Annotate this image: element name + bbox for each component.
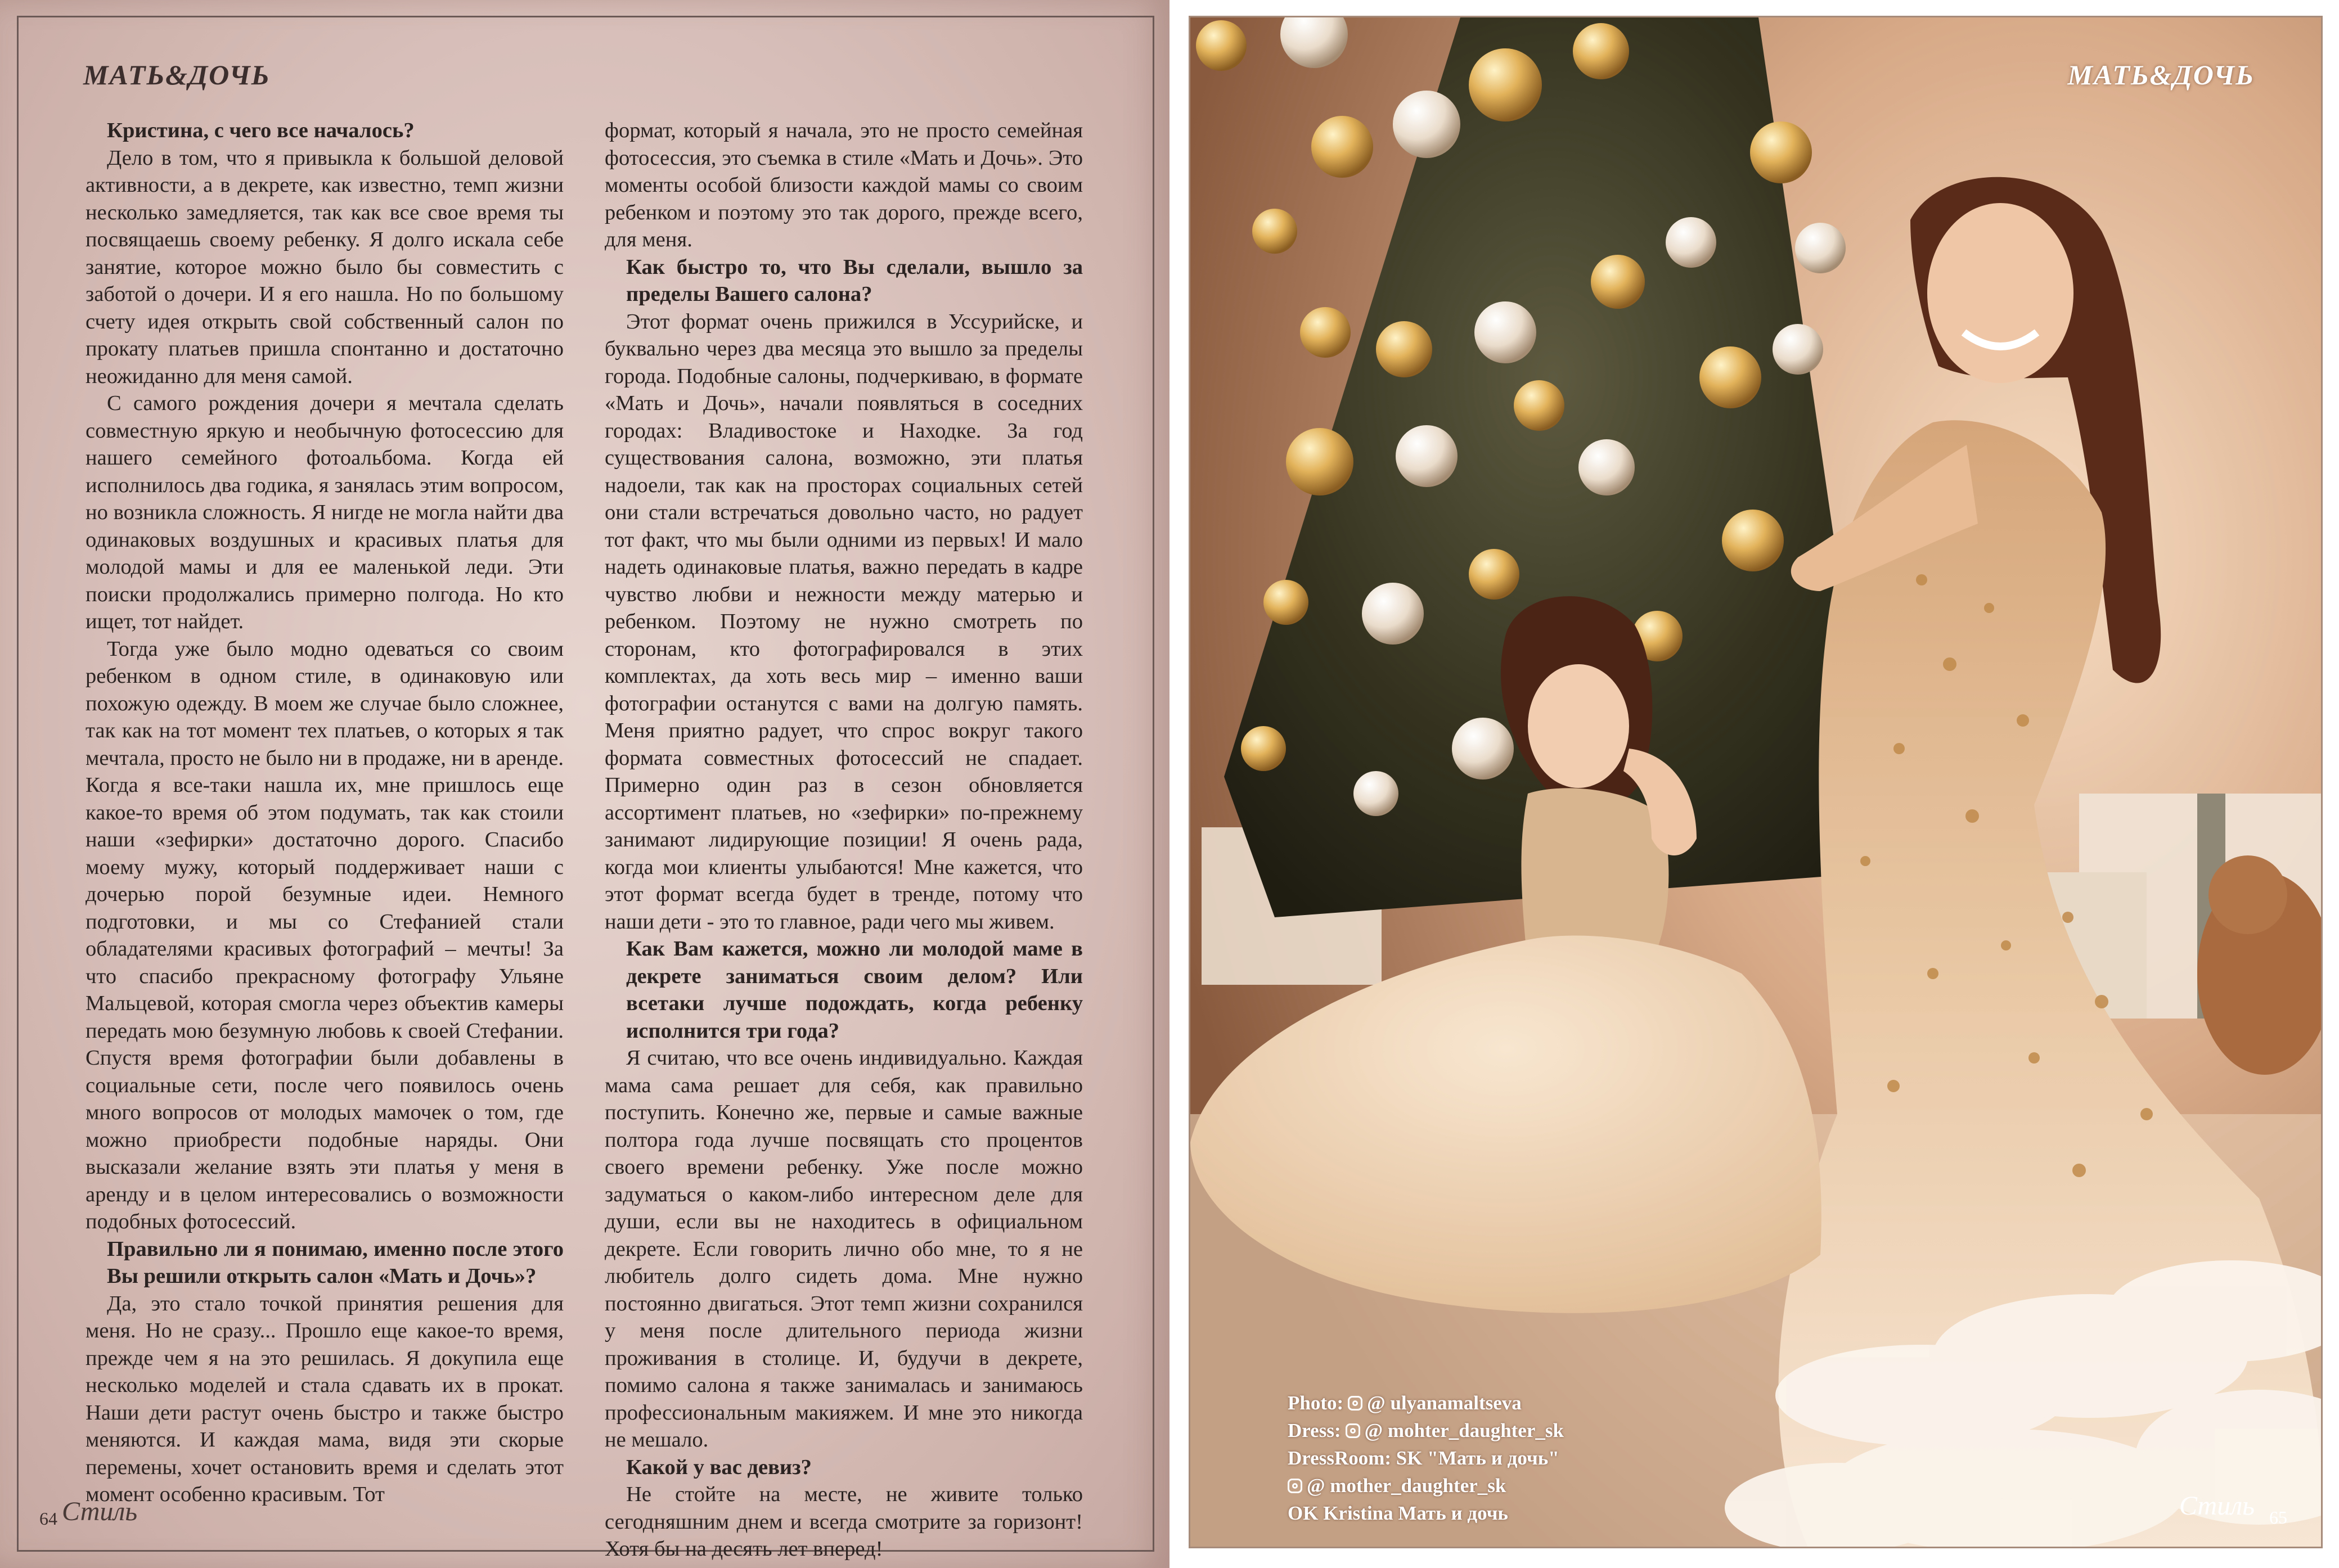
interview-answer: Да, это стало точкой принятия решения для меня. Но не сразу... Прошло еще какое-то время, прежде чем я на это решилась. Я докупила еще несколько моделей и стала сдавать их в прокат. Наши дети растут очень быстро и также быстро меняются. И каждая мама, видя эти скорые перемены, хочет остановить время и сделать этот момент особенно красивым. Тот (86, 1291, 564, 1506)
right-page (1170, 0, 2339, 1568)
instagram-icon (1346, 1423, 1360, 1438)
credit-dressroom-text: DressRoom: SK "Мать и дочь" (1288, 1447, 1559, 1469)
left-page-number: 64 (39, 1508, 57, 1529)
instagram-icon (1288, 1479, 1302, 1493)
credit-dress (1288, 1417, 1564, 1444)
interview-question: Как быстро то, что Вы сделали, вышло за пределы Вашего салона? (626, 255, 1083, 306)
interview-answer: формат, который я начала, это не просто семейная фотосессия, это съемка в стиле «Мать и Дочь». Это моменты особой близости каждой мамы со своим ребенком и поэтому это так дорого, прежде всего, для меня. (605, 119, 1083, 251)
right-page-number: 65 (2269, 1507, 2287, 1528)
interview-question: Как Вам кажется, можно ли молодой маме в декрете заниматься своим делом? Или всетаки лучше подождать, когда ребенку исполнится три года? (626, 937, 1083, 1043)
credit-photo-label: Photo: (1288, 1392, 1344, 1414)
credit-photo-handle: @ ulyanamaltseva (1367, 1392, 1522, 1414)
left-magazine-logo: Стиль (62, 1497, 138, 1526)
cover-photo (1189, 16, 2323, 1548)
left-section-title: МАТЬ&ДОЧЬ (83, 59, 271, 91)
photo-credits (1288, 1389, 1564, 1527)
interview-answer: Дело в том, что я привыкла к большой деловой активности, а в декрете, как известно, темп жизни несколько замедляется, так как все свое время ты посвящаешь своему ребенку. Я долго искала себе занятие, которое можно было бы совместить с заботой о дочери. И я его нашла. Но по большому счету идея открыть свой собственный салон по прокату платьев пришла спонтанно и достаточно неожиданно для меня самой. (86, 146, 564, 388)
credit-dress-handle: @ mohter_daughter_sk (1364, 1420, 1564, 1441)
right-section-title: МАТЬ&ДОЧЬ (2067, 59, 2255, 91)
interview-question: Кристина, с чего все началось? (107, 119, 415, 142)
right-magazine-logo: Стиль (2179, 1491, 2255, 1521)
credit-ok-text: OK Kristina Мать и дочь (1288, 1502, 1508, 1524)
credit-instagram (1288, 1472, 1564, 1499)
interview-question: Правильно ли я понимаю, именно после этого Вы решили открыть салон «Мать и Дочь»? (107, 1237, 564, 1288)
interview-answer: Не стойте на месте, не живите только сегодняшним днем и всегда смотрите за горизонт! Хотя бы на десять лет вперед! (605, 1483, 1083, 1561)
photo-illustration (1190, 17, 2323, 1548)
instagram-icon (1348, 1396, 1362, 1411)
credit-photo (1288, 1389, 1564, 1417)
credit-instagram-handle: @ mother_daughter_sk (1307, 1475, 1506, 1497)
article-column-1 (86, 117, 564, 1508)
credit-ok (1288, 1499, 1564, 1527)
interview-question: Какой у вас девиз? (626, 1455, 812, 1479)
interview-answer: Я считаю, что все очень индивидуально. Каждая мама сама решает для себя, как правильно поступить. Конечно же, первые и самые важные полтора года лучше посвящать сто процентов своего времени ребенку. Уже после можно задуматься о каком-либо интересном деле для души, если вы не находитесь в официальном декрете. Если говорить лично обо мне, то я не любитель долго сидеть дома. Мне нужно постоянно двигаться. Этот темп жизни сохранился у меня после длительного периода жизни проживания в столице. И, будучи в декрете, помимо салона я также занималась и занимаюсь профессиональным макияжем. И мне это никогда не мешало. (605, 1046, 1083, 1452)
interview-answer: С самого рождения дочери я мечтала сделать совместную яркую и необычную фотосессию для нашего семейного фотоальбома. Когда ей исполнилось два годика, я занялась этим вопросом, но возникла сложность. Я нигде не могла найти два одинаковых воздушных и красивых платья для молодой мамы и для ее маленькой леди. Эти поиски продолжались примерно полгода. Но кто ищет, тот найдет. (86, 391, 564, 633)
credit-dress-label: Dress: (1288, 1420, 1341, 1441)
interview-answer: Этот формат очень прижился в Уссурийске, и буквально через два месяца это вышло за пределы города. Подобные салоны, подчеркиваю, в формате «Мать и Дочь», начали появляться в соседних городах: Владивостоке и Находке. За год существования салона, возможно, эти платья надоели, так как на просторах социальных сетей они стали встречаться довольно часто, но радует тот факт, что мы были одними из первых! И мало надеть одинаковые платья, важно передать в кадре чувство любви и нежности между матерью и ребенком. Поэтому не нужно смотреть по сторонам, кто фотографировался в этих комплектах, да хоть весь мир – именно ваши фотографии останутся с вами на долгую память. Меня приятно радует, что спрос вокруг такого формата совместных фотосессий не спадает. Примерно один раз в сезон обновляется ассортимент платьев, но «зефирки» по-прежнему занимают лидирующие позиции! Я очень рада, когда мои клиенты улыбаются! Мне кажется, что этот формат всегда будет в тренде, потому что наши дети - это то главное, ради чего мы живем. (605, 309, 1083, 934)
article-column-2 (605, 117, 1083, 1563)
credit-dressroom (1288, 1444, 1564, 1472)
interview-answer: Тогда уже было модно одеваться со своим ребенком в одном стиле, в одинаковую или похожую одежду. В моем же случае было сложнее, так как на тот момент тех платьев, о которых я так мечтала, просто не было ни в продаже, ни в аренде. Когда я все-таки нашла их, мне пришлось еще какое-то время об этом подумать, так как стоили наши «зефирки» достаточно дорого. Спасибо моему мужу, который поддерживает наши с дочерью порой безумные идеи. Немного подготовки, и мы со Стефанией стали обладателями красивых фотографий – мечты! За что спасибо прекрасному фотографу Ульяне Мальцевой, которая смогла через объектив камеры передать мою безумную любовь к своей Стефании. Спустя время фотографии были добавлены в социальные сети, после чего появилось очень много вопросов от молодых мамочек о том, где можно приобрести подобные наряды. Они высказали желание взять эти платья у меня в аренду и в целом интересовались о возможности подобных фотосессий. (86, 637, 564, 1233)
